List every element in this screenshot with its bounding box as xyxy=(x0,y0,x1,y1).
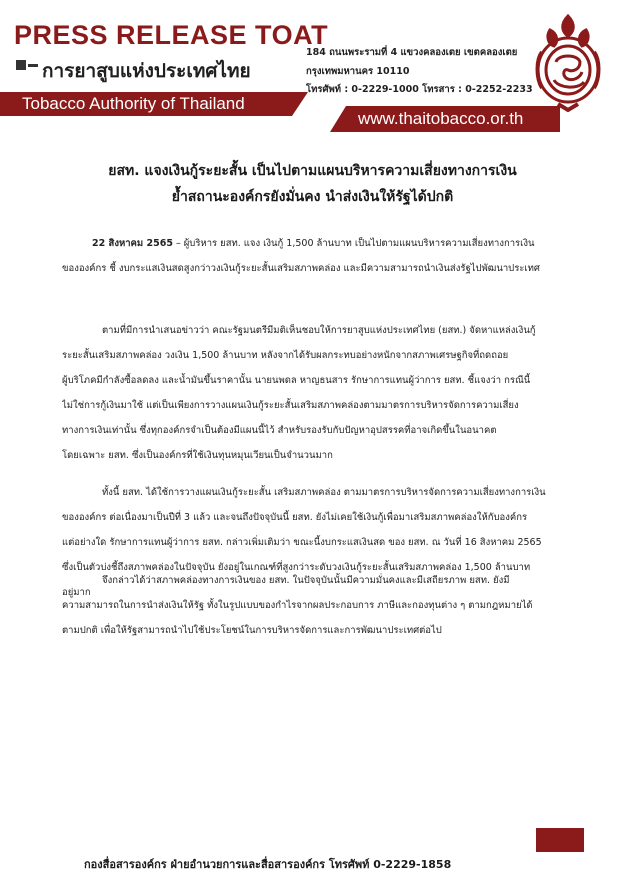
org-name-english: Tobacco Authority of Thailand xyxy=(22,94,245,113)
paragraph-1-line-1 xyxy=(62,231,582,256)
press-release-title: PRESS RELEASE TOAT xyxy=(14,20,329,50)
headline-line-1: ยสท. แจงเงินกู้ระยะสั้น เป็นไปตามแผนบริหารความเสี่ยงทางการเงิน xyxy=(108,163,517,179)
release-date: 22 สิงหาคม 2565 xyxy=(92,238,173,249)
paragraph-3-line: ซึ่งเป็นตัวบ่งชี้ถึงสภาพคล่องในปัจจุบัน ยังอยู่ในเกณฑ์ที่สูงกว่าระดับวงเงินกู้ระยะสั้นเสริมสภาพคล่อง 1,500 ล้านบาท xyxy=(62,562,531,573)
paragraph-3-line: แต่อย่างใด รักษาการแทนผู้ว่าการ ยสท. กล่าวเพิ่มเติมว่า ขณะนี้งบกระแสเงินสด ของ ยสท. ณ วันที่ 16 สิงหาคม 2565 xyxy=(62,537,542,548)
paragraph-3-line: ขององค์กร ต่อเนื่องมาเป็นปีที่ 3 แล้ว และจนถึงปัจจุบันนี้ ยสท. ยังไม่เคยใช้เงินกู้เพื่อมาเสริมสภาพคล่องให้กับองค์กร xyxy=(62,512,528,523)
contact-phone-fax: โทรศัพท์ : 0-2229-1000 โทรสาร : 0-2252-2233 xyxy=(306,84,533,95)
address-line-2: กรุงเทพมหานคร 10110 xyxy=(306,66,410,77)
paragraph-4-line: ความสามารถในการนำส่งเงินให้รัฐ ทั้งในรูปแบบของกำไรจากผลประกอบการ ภาษีและกองทุนต่าง ๆ ตามกฎหมายได้ xyxy=(62,600,533,611)
website-link[interactable]: www.thaitobacco.or.th xyxy=(358,109,524,128)
paragraph-2-line: ผู้บริโภคมีกำลังซื้อลดลง และน้ำมันขึ้นราคานั้น นายนพดล หาญธนสาร รักษาการแทนผู้ว่าการ ยสท. ชี้แจงว่า กรณีนี้ xyxy=(62,375,531,386)
paragraph-2-line: ตามที่มีการนำเสนอข่าวว่า คณะรัฐมนตรีมีมติเห็นชอบให้การยาสูบแห่งประเทศไทย (ยสท.) จัดหาแหล่งเงินกู้ xyxy=(102,325,536,336)
paragraph-3-line: อยู่มาก xyxy=(62,587,91,598)
paragraph-2-line: ไม่ใช่การกู้เงินมาใช้ แต่เป็นเพียงการวางแผนเงินกู้ระยะสั้นเสริมสภาพคล่องตามมาตรการบริหารจัดการความเสี่ยง xyxy=(62,400,519,411)
footer-contact: กองสื่อสารองค์กร ฝ่ายอำนวยการและสื่อสารองค์กร โทรศัพท์ 0-2229-1858 xyxy=(84,858,452,871)
paragraph-4-line: ตามปกติ เพื่อให้รัฐสามารถนำไปใช้ประโยชน์ในการบริหารจัดการและการพัฒนาประเทศต่อไป xyxy=(62,625,442,636)
paragraph-4 xyxy=(62,568,582,643)
paragraph-3-line: ทั้งนี้ ยสท. ได้ใช้การวางแผนเงินกู้ระยะสั้น เสริมสภาพคล่อง ตามมาตรการบริหารจัดการความเสี่ยงทางการเงิน xyxy=(102,487,546,498)
headline-line-2: ย้ำสถานะองค์กรยังมั่นคง นำส่งเงินให้รัฐได้ปกติ xyxy=(171,189,454,205)
paragraph-1-line-2: ขององค์กร ชี้ งบกระแสเงินสดสูงกว่าวงเงินกู้ระยะสั้นเสริมสภาพคล่อง และมีความสามารถนำเงินส่งรัฐไปพัฒนาประเทศ xyxy=(62,263,540,274)
address-line-1: 184 ถนนพระรามที่ 4 แขวงคลองเตย เขตคลองเตย xyxy=(306,47,518,58)
paragraph-2-line: ทางการเงินเท่านั้น ซึ่งทุกองค์กรจำเป็นต้องมีแผนนี้ไว้ สำหรับรองรับกับปัญหาอุปสรรคที่อาจเกิดขึ้นในอนาคต xyxy=(62,425,497,436)
paragraph-2-line: ระยะสั้นเสริมสภาพคล่อง วงเงิน 1,500 ล้านบาท หลังจากได้รับผลกระทบอย่างหนักจากสภาพเศรษฐกิจที่ถดถอย xyxy=(62,350,509,361)
paragraph-2 xyxy=(62,318,582,468)
org-name-thai: การยาสูบแห่งประเทศไทย xyxy=(42,60,251,82)
footer-accent-block xyxy=(536,828,584,852)
toat-emblem-icon xyxy=(528,12,608,112)
org-bullet-bar xyxy=(28,64,38,67)
paragraph-1 xyxy=(62,231,582,281)
org-bullet-square xyxy=(16,60,26,70)
paragraph-4-line: จึงกล่าวได้ว่าสภาพคล่องทางการเงินของ ยสท. ในปัจจุบันนั้นมีความมั่นคงและมีเสถียรภาพ ยสท. ยังมี xyxy=(102,575,510,586)
paragraph-2-line: โดยเฉพาะ ยสท. ซึ่งเป็นองค์กรที่ใช้เงินทุนหมุนเวียนเป็นจำนวนมาก xyxy=(62,450,333,461)
paragraph-1-line-1-text: – ผู้บริหาร ยสท. แจง เงินกู้ 1,500 ล้านบาท เป็นไปตามแผนบริหารความเสี่ยงทางการเงิน xyxy=(172,238,535,249)
